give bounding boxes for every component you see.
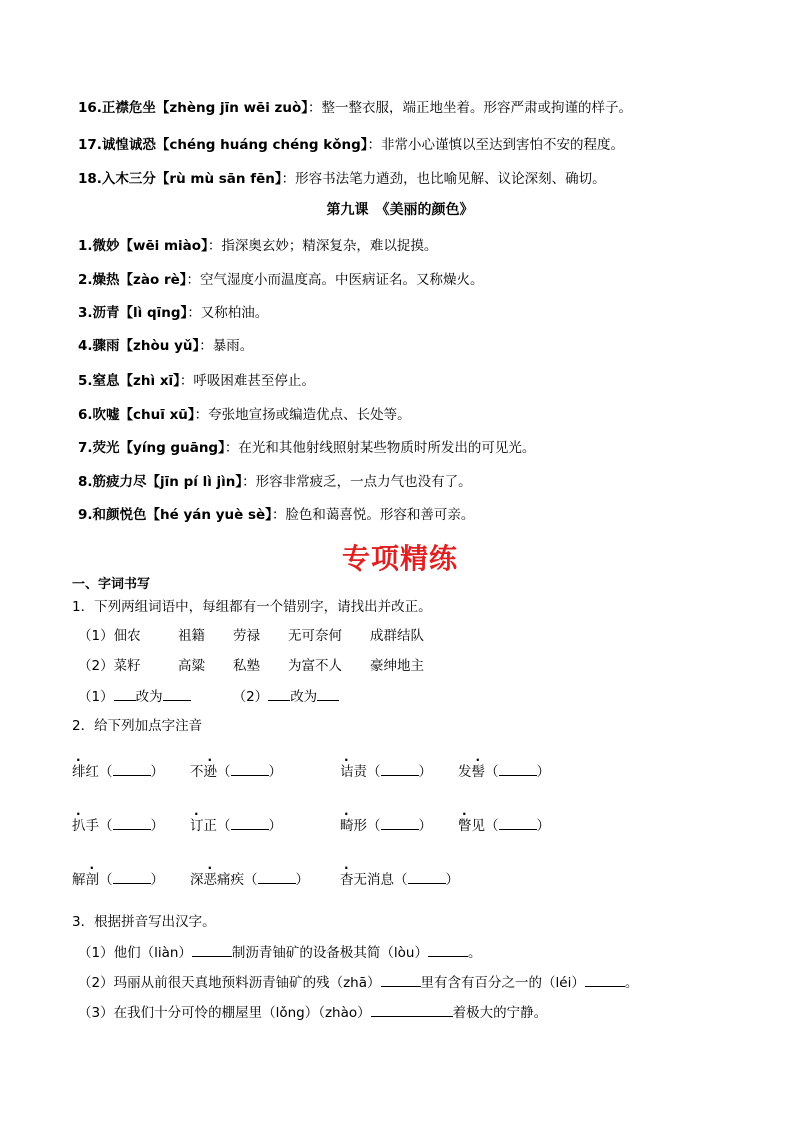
q2-answer-blank[interactable] [113, 761, 151, 776]
emphasis-dot-icon: · [207, 861, 213, 875]
q2-paren-close: ） [150, 764, 164, 780]
emphasis-dot-icon: · [89, 861, 95, 875]
q3-item2-b: 里有含有百分之一的（léi） [420, 975, 585, 991]
vocab-num: 8. [78, 474, 93, 490]
vocab-pinyin: 【hé yán yuè sè】 [146, 507, 272, 523]
vocab-pinyin: 【zào rè】 [119, 272, 187, 288]
vocab-word: 荧光 [92, 440, 120, 456]
q1-g1-w0: （1）佃农 [78, 628, 141, 644]
vocab-def: ：夸张地宣扬或编造优点、长处等。 [194, 407, 411, 423]
q2-answer-blank[interactable] [499, 761, 537, 776]
q2-dotted-char [340, 861, 354, 890]
q2-dotted-char [340, 807, 354, 836]
q2-answer-blank[interactable] [231, 815, 269, 830]
q1-g2-w4: 豪绅地主 [370, 658, 424, 674]
q2-word-post: 无消息 [353, 872, 394, 888]
q2-dotted-char [72, 807, 86, 836]
q2-item [190, 861, 309, 890]
vocab-num: 16. [78, 100, 102, 116]
vocab-def: ：又称柏油。 [187, 305, 269, 321]
q1-g2-w1: 高粱 [178, 658, 205, 674]
vocab-def: ：整一整衣服，端正地坐着。形容严肃或拘谨的样子。 [308, 100, 633, 116]
vocab-item [78, 438, 535, 458]
vocab-num: 1. [78, 238, 93, 254]
q2-paren-open: （ [244, 872, 258, 888]
q2-paren-close: ） [268, 818, 282, 834]
q2-dotted-char-text: 剖 [85, 872, 99, 888]
q2-paren-close: ） [536, 764, 550, 780]
q3-item2-c: 。 [624, 975, 639, 991]
vocab-pinyin: 【yíng guāng】 [119, 440, 225, 456]
vocab-num: 3. [78, 305, 93, 321]
q2-paren-open: （ [99, 764, 113, 780]
q2-paren-open: （ [485, 764, 499, 780]
part1-title: 一、字词书写 [72, 577, 151, 592]
q2-dotted-char [85, 861, 100, 890]
emphasis-dot-icon: · [207, 753, 213, 767]
q2-paren-open: （ [99, 818, 113, 834]
emphasis-dot-icon: · [475, 753, 481, 767]
q1-blank-1b[interactable] [163, 686, 191, 701]
q2-answer-blank[interactable] [499, 815, 537, 830]
q2-paren-close: ） [150, 872, 164, 888]
emphasis-dot-icon: · [76, 807, 81, 821]
q2-answer-blank[interactable] [381, 815, 419, 830]
q1-answer [78, 686, 339, 707]
q1-g1-w1: 祖籍 [178, 628, 205, 644]
vocab-num: 17. [78, 137, 102, 153]
q2-item [190, 753, 282, 782]
q2-dotted-char-text: 髻 [471, 764, 485, 780]
q1-ans2-label: （2） [232, 689, 269, 705]
vocab-def: ：形容非常疲乏，一点力气也没有了。 [242, 474, 472, 490]
q3-prompt: 3．根据拼音写出汉字。 [72, 914, 216, 930]
vocab-item [78, 472, 472, 492]
q2-item [340, 753, 432, 782]
q2-word-post: 正 [203, 818, 217, 834]
q2-word-post: 形 [353, 818, 367, 834]
q2-item [72, 753, 164, 782]
q2-paren-open: （ [217, 764, 231, 780]
q2-item [72, 807, 164, 836]
q2-dotted-char [203, 861, 218, 890]
emphasis-dot-icon: · [462, 807, 467, 821]
q2-answer-blank[interactable] [113, 869, 151, 884]
q2-word-post: 手 [85, 818, 99, 834]
vocab-word: 入木三分 [101, 171, 156, 187]
q2-dotted-char [458, 807, 472, 836]
q2-dotted-char-text: 杳 [340, 872, 354, 888]
q3-item1-b: 制沥青铀矿的设备极其简（lòu） [231, 945, 428, 961]
q2-prompt: 2．给下列加点字注音 [72, 718, 203, 734]
vocab-num: 7. [78, 440, 93, 456]
q2-dotted-char-text: 扒 [72, 818, 86, 834]
q2-paren-open: （ [217, 818, 231, 834]
q1-prompt: 1．下列两组词语中，每组都有一个错别字，请找出并改正。 [72, 599, 432, 615]
q2-paren-open: （ [367, 764, 381, 780]
q2-word-pre: 发 [458, 764, 472, 780]
q2-paren-open: （ [367, 818, 381, 834]
vocab-def: ：形容书法笔力遒劲，也比喻见解、议论深刻、确切。 [281, 171, 606, 187]
vocab-word: 沥青 [92, 305, 120, 321]
vocab-pinyin: 【chéng huáng chéng kǒng】 [155, 137, 368, 153]
q2-dotted-char [471, 753, 486, 782]
vocab-def: ：指深奥玄妙；精深复杂，难以捉摸。 [207, 238, 438, 254]
vocab-item [78, 303, 268, 323]
vocab-item [78, 98, 632, 118]
q1-g2-w2: 私塾 [233, 658, 260, 674]
vocab-def: ：非常小心谨慎以至达到害怕不安的程度。 [367, 137, 624, 153]
q2-word-pre: 深 [190, 872, 204, 888]
q2-dotted-char [203, 753, 218, 782]
vocab-word: 骤雨 [92, 338, 120, 354]
q2-item [190, 807, 282, 836]
vocab-def: ：暴雨。 [199, 338, 254, 354]
vocab-num: 4. [78, 338, 93, 354]
vocab-pinyin: 【zhèng jīn wēi zuò】 [155, 100, 309, 116]
emphasis-dot-icon: · [344, 807, 349, 821]
q3-item3 [78, 1002, 547, 1023]
emphasis-dot-icon: · [344, 753, 349, 767]
q1-ans1-mid: 改为 [135, 689, 163, 705]
q2-answer-blank[interactable] [113, 815, 151, 830]
q2-paren-close: ） [536, 818, 550, 834]
q3-blank-1[interactable] [192, 942, 232, 957]
vocab-word: 正襟危坐 [101, 100, 156, 116]
q1-g1-w4: 成群结队 [370, 628, 424, 644]
q3-item2 [78, 972, 638, 993]
q2-dotted-char-text: 订 [190, 818, 204, 834]
q1-ans1-label: （1） [78, 689, 114, 705]
q2-dotted-char-text: 诘 [340, 764, 354, 780]
q2-paren-close: ） [418, 764, 432, 780]
section-title: 专项精练 [341, 542, 458, 575]
lesson-title: 第九课 《美丽的颜色》 [326, 202, 474, 218]
q2-paren-close: ） [418, 818, 432, 834]
vocab-word: 筋疲力尽 [92, 474, 147, 490]
q2-item [340, 861, 459, 890]
q1-g2-w3: 为富不人 [288, 658, 342, 674]
vocab-word: 微妙 [92, 238, 120, 254]
vocab-item [78, 371, 315, 391]
vocab-pinyin: 【zhòu yǔ】 [119, 338, 200, 354]
q2-paren-open: （ [485, 818, 499, 834]
vocab-word: 窒息 [92, 373, 120, 389]
q2-dotted-char-text: 逊 [203, 764, 217, 780]
q2-dotted-char-text: 恶 [203, 872, 217, 888]
vocab-def: ：脸色和蔼喜悦。形容和善可亲。 [271, 507, 475, 523]
vocab-item [78, 135, 624, 155]
emphasis-dot-icon: · [344, 861, 349, 875]
q1-blank-2b[interactable] [317, 686, 339, 701]
q2-answer-blank[interactable] [381, 761, 419, 776]
q1-group2 [78, 656, 424, 676]
q2-word-post: 责 [353, 764, 367, 780]
q1-g2-w0: （2）菜籽 [78, 658, 141, 674]
q1-blank-2a[interactable] [268, 686, 290, 701]
vocab-num: 9. [78, 507, 93, 523]
q2-item [458, 753, 550, 782]
q3-item2-a: （2）玛丽从前很天真地预料沥青铀矿的残（zhā） [78, 975, 381, 991]
vocab-num: 6. [78, 407, 93, 423]
q1-g1-w3: 无可奈何 [288, 628, 342, 644]
q3-blank-5[interactable] [371, 1002, 453, 1017]
q3-blank-2[interactable] [428, 942, 468, 957]
q2-paren-open: （ [394, 872, 408, 888]
q2-paren-close: ） [445, 872, 459, 888]
vocab-word: 和颜悦色 [92, 507, 147, 523]
q2-word-pre: 不 [190, 764, 204, 780]
q2-word-pre: 解 [72, 872, 86, 888]
q3-blank-4[interactable] [585, 972, 625, 987]
q2-paren-close: ） [295, 872, 309, 888]
q2-word-post: 痛疾 [217, 872, 244, 888]
q2-answer-blank[interactable] [231, 761, 269, 776]
vocab-word: 燥热 [92, 272, 120, 288]
q1-ans2-mid: 改为 [290, 689, 318, 705]
vocab-pinyin: 【wēi miào】 [119, 238, 208, 254]
vocab-word: 吹嘘 [92, 407, 120, 423]
q2-word-post: 见 [471, 818, 485, 834]
vocab-item [78, 270, 484, 290]
q2-paren-close: ） [268, 764, 282, 780]
q2-item [458, 807, 550, 836]
q2-dotted-char-text: 畸 [340, 818, 354, 834]
vocab-def: ：呼吸困难甚至停止。 [179, 373, 315, 389]
q2-item [72, 861, 164, 890]
q3-item1-c: 。 [468, 945, 482, 961]
vocab-pinyin: 【jīn pí lì jìn】 [146, 474, 243, 490]
q3-item1 [78, 942, 482, 963]
q3-item3-a: （3）在我们十分可怜的棚屋里（lǒng）（zhào） [78, 1005, 371, 1021]
emphasis-dot-icon: · [194, 807, 199, 821]
vocab-item [78, 236, 437, 256]
q2-word-post: 红 [85, 764, 99, 780]
q2-answer-blank[interactable] [408, 869, 446, 884]
q3-item3-b: 着极大的宁静。 [452, 1005, 548, 1021]
q2-dotted-char-text: 绯 [72, 764, 86, 780]
vocab-word: 诚惶诚恐 [101, 137, 156, 153]
vocab-num: 2. [78, 272, 93, 288]
q2-answer-blank[interactable] [258, 869, 296, 884]
q2-paren-close: ） [150, 818, 164, 834]
vocab-item [78, 169, 606, 189]
vocab-def: ：空气湿度小而温度高。中医病证名。又称燥火。 [186, 272, 484, 288]
vocab-pinyin: 【chuī xū】 [119, 407, 195, 423]
q3-item1-a: （1）他们（liàn） [78, 945, 192, 961]
vocab-num: 5. [78, 373, 93, 389]
emphasis-dot-icon: · [76, 753, 81, 767]
q2-dotted-char [340, 753, 354, 782]
q2-dotted-char-text: 瞥 [458, 818, 472, 834]
q1-blank-1a[interactable] [114, 686, 136, 701]
vocab-item [78, 336, 253, 356]
q2-paren-open: （ [99, 872, 113, 888]
q2-dotted-char [190, 807, 204, 836]
vocab-def: ：在光和其他射线照射某些物质时所发出的可见光。 [224, 440, 536, 456]
q2-dotted-char [72, 753, 86, 782]
vocab-pinyin: 【rù mù sān fēn】 [155, 171, 282, 187]
vocab-pinyin: 【zhì xī】 [119, 373, 180, 389]
q2-item [340, 807, 432, 836]
q1-g1-w2: 劳禄 [233, 628, 260, 644]
vocab-num: 18. [78, 171, 102, 187]
vocab-item [78, 505, 474, 525]
q1-group1 [78, 626, 424, 646]
vocab-item [78, 405, 411, 425]
q3-blank-3[interactable] [381, 972, 421, 987]
vocab-pinyin: 【lì qīng】 [119, 305, 188, 321]
